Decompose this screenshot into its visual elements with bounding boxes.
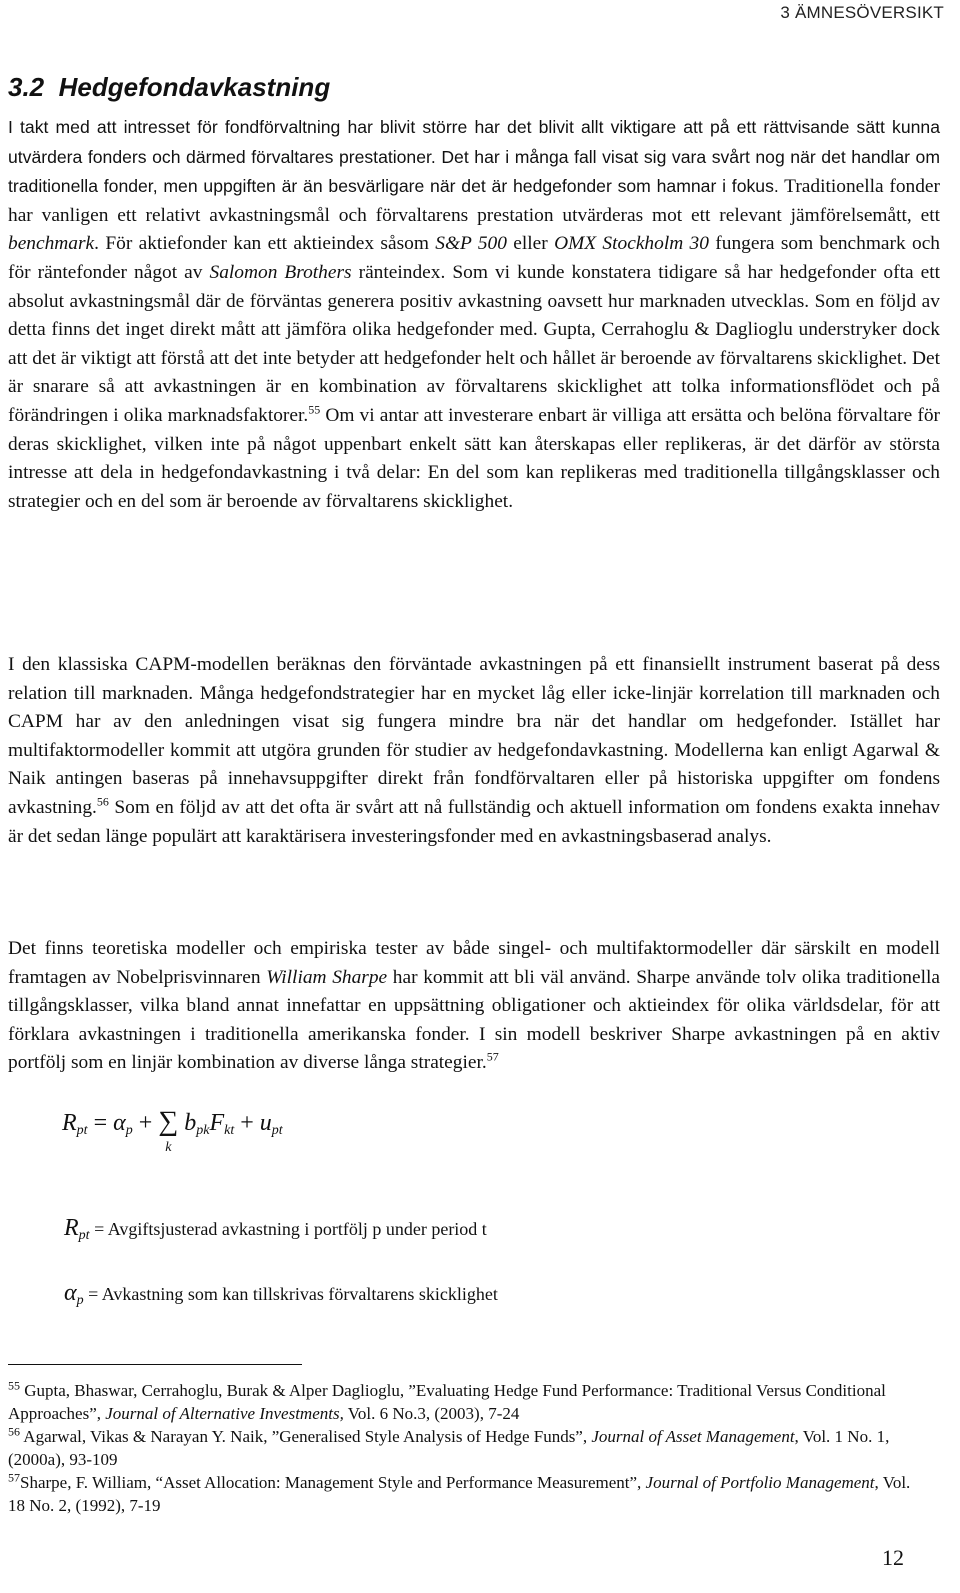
paragraph-1-part-b: Traditionella fonder har vanligen ett relativt avkastningsmål och förvaltarens prestation utvärderas mot ett relevant jämförelsemått, ett xyxy=(8,176,940,226)
footnote-56-part-b: , Vol. 1 No. 1, (2000a), 93-109 xyxy=(8,1427,890,1469)
eq-sum-symbol: ∑ xyxy=(158,1106,179,1137)
eq-equals: = xyxy=(87,1110,114,1136)
section-title-text: Hedgefondavkastning xyxy=(58,72,331,102)
running-head: 3 ÄMNESÖVERSIKT xyxy=(780,3,944,22)
footnote-56 xyxy=(8,1426,928,1471)
eq-F: F xyxy=(209,1110,225,1136)
paragraph-1-part-c: . För aktiefonder kan ett aktieindex såsom xyxy=(94,233,436,255)
footnote-55 xyxy=(8,1380,928,1425)
definition-R-text: = Avgiftsjusterad avkastning i portfölj p under period t xyxy=(89,1219,487,1239)
footnote-55-part-b: Vol. 6 No.3, (2003), 7-24 xyxy=(343,1403,520,1423)
footnote-57-number: 57 xyxy=(8,1470,20,1485)
paragraph-1 xyxy=(8,113,940,516)
eq-alpha-sub: p xyxy=(125,1123,133,1138)
footnote-55-number: 55 xyxy=(8,1378,20,1393)
eq-alpha: α xyxy=(113,1110,126,1136)
definition-alpha-sub: p xyxy=(76,1293,84,1308)
footnote-ref-55[interactable]: 55 xyxy=(308,402,321,417)
definition-R-symbol xyxy=(64,1215,90,1241)
eq-F-sub: kt xyxy=(224,1123,235,1138)
paragraph-1-part-c4: ränteindex. Som vi kunde konstatera tidigare så har hedgefonder ofta ett absolut avkastningsmål där de förväntas generera positiv avkastning oavsett hur marknaden utvecklas. Som en följd av detta finns det inget direkt mått att jämföra olika hedgefonder med. Gupta, Cerrahoglu & Daglioglu understryker dock att det är viktigt att förstå att det inte betyder att hedgefonder helt och hållet är beroende av förvaltarens skicklighet. Det är snarare så att avkastningen är en kombination av förvaltarens skicklighet att tolka informationsflödet och på förändringen i olika marknadsfaktorer. xyxy=(8,261,940,426)
footnote-55-journal: Journal of Alternative Investments, xyxy=(105,1403,344,1423)
definition-alpha-symbol xyxy=(64,1280,84,1306)
section-number: 3.2 xyxy=(8,72,45,102)
footnote-55-part-a: Gupta, Bhaswar, Cerrahoglu, Burak & Alper Daglioglu, ”Evaluating Hedge Fund Performance: Traditional Versus Conditional Approaches”, xyxy=(8,1381,886,1423)
definition-R-sub: pt xyxy=(78,1228,90,1243)
footnote-57 xyxy=(8,1472,928,1517)
eq-R: R xyxy=(62,1110,77,1136)
eq-plus-1: + xyxy=(132,1110,159,1136)
footnote-separator xyxy=(8,1364,302,1365)
definition-alpha-p xyxy=(64,1280,498,1309)
footnote-57-part-b: , Vol. 18 No. 2, (1992), 7-19 xyxy=(8,1473,911,1515)
footnote-57-journal: Journal of Portfolio Management xyxy=(645,1473,875,1492)
footnote-ref-56[interactable]: 56 xyxy=(96,794,109,809)
paragraph-1-index-omx: OMX Stockholm 30 xyxy=(554,233,709,255)
definition-R-pt xyxy=(64,1215,487,1244)
footnote-57-part-a: Sharpe, F. William, “Asset Allocation: Management Style and Performance Measurement”, xyxy=(20,1473,646,1492)
paragraph-2-part-a: I den klassiska CAPM-modellen beräknas den förväntade avkastningen på ett finansiellt instrument baserat på dess relation till marknaden. Många hedgefondstrategier har en mycket låg eller icke-linjär korrelation till marknaden och CAPM har av den anledningen visat sig fungera mindre bra när det handlar om hedgefonder. Istället har multifaktormodeller kommit att utgöra grunden för studier av hedgefondavkastning. Modellerna kan enligt Agarwal & Naik antingen baseras på innehavsuppgifter direkt från fondförvaltaren eller på historiska uppgifter om fondens avkastning. xyxy=(8,654,940,818)
page-number: 12 xyxy=(882,1545,904,1570)
paragraph-1-benchmark-term: benchmark xyxy=(8,233,95,255)
eq-R-sub: pt xyxy=(76,1123,88,1138)
eq-b-sub: pk xyxy=(196,1123,210,1138)
paragraph-1-index-sp500: S&P 500 xyxy=(435,233,507,255)
paragraph-1-part-d: Om vi antar att investerare enbart är villiga att ersätta och belöna förvaltare för deras skicklighet, vilken inte på något uppenbart enkelt sätt kan återskapas eller replikeras, är det därför av största intresse att dela in hedgefondavkastning i två delar: En del som kan replikeras med traditionella tillgångsklasser och strategier och en del som är beroende av förvaltarens skicklighet. xyxy=(8,404,940,512)
paragraph-1-sans-part: I takt med att intresset för fondförvaltning har blivit större har det blivit allt viktigare att på ett rättvisande sätt kunna utvärdera fonders och därmed förvaltares prestationer. Det har i många fall visat sig vara svårt nog när det handlar om traditionella fonder, men uppgiften är än besvärligare när det är hedgefonder som hamnar i fokus. xyxy=(8,117,940,197)
paragraph-2-part-b: Som en följd av att det ofta är svårt att nå fullständig och aktuell information om fondens exakta innehav är det sedan länge populärt att karaktärisera investeringsfonder med en avkastningsbaserad analys. xyxy=(8,796,940,847)
definition-R-letter: R xyxy=(64,1215,79,1241)
eq-u-sub: pt xyxy=(271,1123,283,1138)
paragraph-1-index-salomon: Salomon Brothers xyxy=(209,261,352,283)
footnote-ref-57[interactable]: 57 xyxy=(486,1049,499,1064)
paragraph-1-part-c3: fungera som benchmark och för räntefonder något av xyxy=(8,233,940,283)
paragraph-3-part-a: Det finns teoretiska modeller och empiriska tester av både singel- och multifaktormodeller där särskilt en modell framtagen av Nobelprisvinnaren xyxy=(8,938,940,988)
eq-plus-2: + xyxy=(234,1110,260,1136)
footnote-56-part-a: Agarwal, Vikas & Narayan Y. Naik, ”Generalised Style Analysis of Hedge Funds”, xyxy=(20,1427,592,1446)
section-title xyxy=(8,72,330,103)
eq-sum-sub: k xyxy=(165,1140,172,1155)
definition-alpha-text: = Avkastning som kan tillskrivas förvaltarens skicklighet xyxy=(83,1284,498,1304)
footnote-56-journal: Journal of Asset Management xyxy=(591,1427,795,1446)
definition-alpha-letter: α xyxy=(64,1280,77,1306)
paragraph-3 xyxy=(8,935,940,1078)
paragraph-1-part-c2: eller xyxy=(506,233,555,255)
eq-b: b xyxy=(184,1110,197,1136)
eq-sum xyxy=(158,1106,179,1155)
paragraph-3-part-b: har kommit att bli väl använd. Sharpe använde tolv olika traditionella tillgångsklasser, vilka bland annat innefattar en uppsättning obligationer och aktieindex för olika världsdelar, för att förklara avkastningen i traditionella amerikanska fonder. I sin modell beskriver Sharpe avkastningen på en aktiv portfölj som en linjär kombination av diverse långa strategier. xyxy=(8,966,940,1074)
paragraph-3-name-sharpe: William Sharpe xyxy=(266,966,388,988)
sharpe-model-equation xyxy=(62,1106,283,1155)
footnote-56-number: 56 xyxy=(8,1424,20,1439)
paragraph-2 xyxy=(8,651,940,851)
eq-u: u xyxy=(259,1110,272,1136)
